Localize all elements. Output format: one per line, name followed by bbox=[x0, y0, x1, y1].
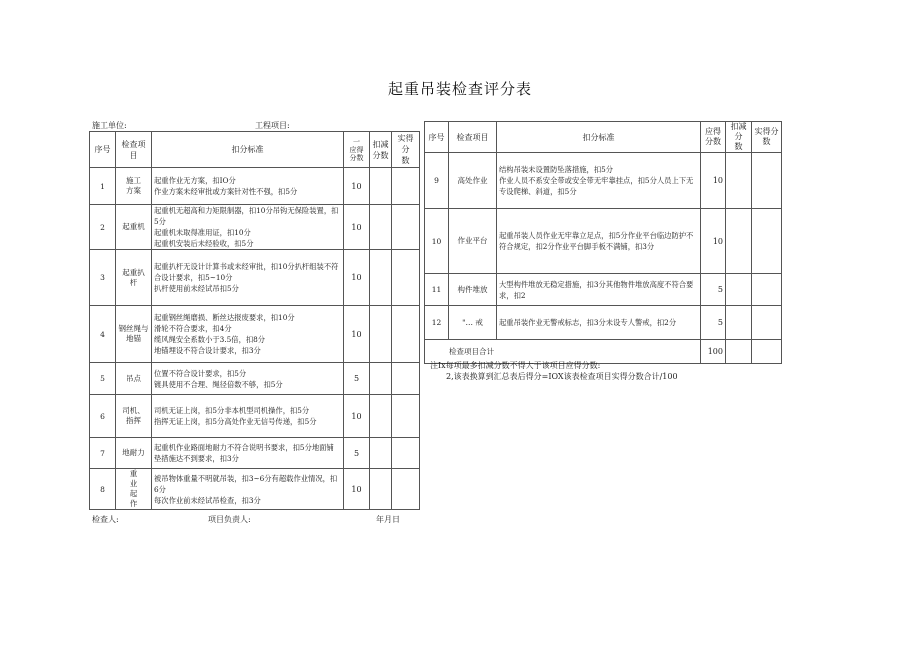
left-score-table bbox=[89, 131, 420, 510]
rule-line: 起重扒杆无设计计算书或未经审批，扣10分扒杆组装不符合设计要求，扣5~10分 bbox=[154, 262, 339, 282]
actual-score bbox=[752, 274, 782, 306]
rule-line: 司机无证上岗，扣5分非本机型司机操作，扣5分 bbox=[154, 406, 310, 415]
col-actual: 实得分 数 bbox=[392, 132, 420, 168]
check-item: 吊点 bbox=[116, 363, 152, 395]
row-number: 2 bbox=[90, 205, 116, 250]
deduction-rules bbox=[152, 363, 344, 395]
row-number: 7 bbox=[90, 438, 116, 469]
score-row bbox=[90, 395, 420, 438]
right-header-row bbox=[425, 122, 782, 153]
check-item: 钢丝绳与 地锚 bbox=[116, 306, 152, 363]
total-label: 检查项目合计 bbox=[425, 340, 701, 364]
score-row bbox=[90, 250, 420, 306]
score-row bbox=[90, 168, 420, 205]
full-score: 10 bbox=[344, 469, 370, 510]
row-number: 5 bbox=[90, 363, 116, 395]
full-score: 10 bbox=[344, 168, 370, 205]
score-row bbox=[90, 363, 420, 395]
rule-line: 被吊物体重量不明就吊装，扣3~6分有超载作业情况，扣6分 bbox=[154, 473, 338, 494]
score-row bbox=[90, 469, 420, 510]
col-rules: 扣分标准 bbox=[497, 122, 701, 153]
rule-line: 起重吊装作业无警戒标志，扣3分未设专人警戒，扣2分 bbox=[499, 318, 677, 327]
actual-score bbox=[392, 168, 420, 205]
col-score: 应得 分数 bbox=[701, 122, 726, 153]
deduction-rules bbox=[152, 250, 344, 306]
score-row bbox=[425, 274, 782, 306]
row-number: 12 bbox=[425, 306, 449, 340]
rule-line: 结构吊装未设置防坠落措施，扣5分 bbox=[499, 165, 614, 174]
rule-line: 起重机安装后未经验收，扣5分 bbox=[154, 239, 254, 248]
deduction-rules bbox=[497, 209, 701, 274]
check-item: 司机、 指挥 bbox=[116, 395, 152, 438]
check-item: 高处作业 bbox=[449, 153, 497, 209]
date-label: 年月日 bbox=[376, 515, 400, 524]
deducted-score bbox=[370, 250, 392, 306]
rule-line: 指挥无证上岗，扣5分高处作业无信号传递，扣5分 bbox=[154, 417, 317, 426]
deducted-score bbox=[370, 306, 392, 363]
deducted-score bbox=[370, 205, 392, 250]
full-score: 10 bbox=[344, 250, 370, 306]
full-score: 10 bbox=[344, 395, 370, 438]
deduction-rules bbox=[152, 469, 344, 510]
score-row bbox=[90, 205, 420, 250]
total-actual bbox=[752, 340, 782, 364]
actual-score bbox=[752, 153, 782, 209]
rule-line: 地锚埋设不符合设计要求，扣3分 bbox=[154, 346, 261, 355]
deducted-score bbox=[726, 153, 752, 209]
deduction-rules bbox=[152, 205, 344, 250]
deducted-score bbox=[370, 438, 392, 469]
full-score: 5 bbox=[701, 274, 726, 306]
col-no: 序号 bbox=[90, 132, 116, 168]
full-score: 10 bbox=[344, 205, 370, 250]
deducted-score bbox=[726, 306, 752, 340]
actual-score bbox=[392, 205, 420, 250]
score-row bbox=[90, 438, 420, 469]
note-1: 注Ix每项最多扣减分数不得大于该项目应得分数: bbox=[430, 361, 601, 370]
actual-score bbox=[392, 395, 420, 438]
check-item: 作业平台 bbox=[449, 209, 497, 274]
col-item: 检查项目 bbox=[116, 132, 152, 168]
check-item: 施工 方案 bbox=[116, 168, 152, 205]
inspector-label: 检查人: bbox=[92, 515, 119, 524]
rule-line: 作业人员不系安全带或安全带无牢靠挂点，扣5分人员上下无专设爬梯、斜道，扣5分 bbox=[499, 176, 694, 196]
row-number: 3 bbox=[90, 250, 116, 306]
rule-line: 起重钢丝绳磨损、断丝达报废要求，扣10分 bbox=[154, 313, 295, 322]
deducted-score bbox=[726, 274, 752, 306]
rule-line: 扒杆使用前未经试吊扣5分 bbox=[154, 284, 239, 293]
leader-label: 项目负责人: bbox=[208, 515, 251, 524]
row-number: 10 bbox=[425, 209, 449, 274]
col-no: 序号 bbox=[425, 122, 449, 153]
score-row bbox=[425, 209, 782, 274]
left-header-row bbox=[90, 132, 420, 168]
check-item: 起重机 bbox=[116, 205, 152, 250]
row-number: 6 bbox=[90, 395, 116, 438]
check-item: 起重扒 杆 bbox=[116, 250, 152, 306]
actual-score bbox=[392, 438, 420, 469]
deduction-rules bbox=[152, 168, 344, 205]
unit-label: 施工单位: bbox=[92, 121, 127, 130]
deducted-score bbox=[370, 168, 392, 205]
full-score: 5 bbox=[344, 438, 370, 469]
col-deduct: 扣减 分数 bbox=[370, 132, 392, 168]
page-title: 起重吊装检查评分表 bbox=[387, 80, 532, 98]
score-row bbox=[425, 153, 782, 209]
deduction-rules bbox=[152, 395, 344, 438]
actual-score bbox=[392, 469, 420, 510]
row-number: 8 bbox=[90, 469, 116, 510]
row-number: 1 bbox=[90, 168, 116, 205]
rule-line: 起重作业无方案，扣IO分 bbox=[154, 176, 236, 185]
rule-line: 起重机无超高和力矩限制器，扣10分吊钩无保险装置，扣5分 bbox=[154, 206, 339, 226]
actual-score bbox=[752, 306, 782, 340]
col-deduct: 扣减分 数 bbox=[726, 122, 752, 153]
actual-score bbox=[392, 250, 420, 306]
full-score: 10 bbox=[344, 306, 370, 363]
right-score-table bbox=[424, 121, 782, 364]
actual-score bbox=[752, 209, 782, 274]
rule-line: 镀具使用不合理、绳径倍数不够，扣5分 bbox=[154, 379, 283, 389]
col-actual: 实得分 数 bbox=[752, 122, 782, 153]
check-item: 构件堆放 bbox=[449, 274, 497, 306]
check-item: "… 戒 bbox=[449, 306, 497, 340]
full-score: 5 bbox=[344, 363, 370, 395]
score-row bbox=[425, 306, 782, 340]
full-score: 10 bbox=[701, 209, 726, 274]
row-number: 4 bbox=[90, 306, 116, 363]
full-score: 10 bbox=[701, 153, 726, 209]
total-deduct bbox=[726, 340, 752, 364]
check-item: 重 业 起 作 bbox=[116, 469, 152, 510]
rule-line: 起重机未取得准用证，扣10分 bbox=[154, 228, 251, 237]
actual-score bbox=[392, 306, 420, 363]
rule-line: 每次作业前未经试吊检查，扣3分 bbox=[154, 495, 261, 505]
row-number: 11 bbox=[425, 274, 449, 306]
full-score: 5 bbox=[701, 306, 726, 340]
rule-line: 作业方案未经审批或方案针对性不强，扣5分 bbox=[154, 187, 298, 196]
col-score: 一 应得 分数 bbox=[344, 132, 370, 168]
rule-line: 缆风绳安全系数小于3.5倍，扣8分 bbox=[154, 335, 266, 344]
deduction-rules bbox=[152, 306, 344, 363]
check-item: 地耐力 bbox=[116, 438, 152, 469]
project-label: 工程项目: bbox=[255, 121, 290, 130]
deduction-rules bbox=[497, 274, 701, 306]
total-score: 100 bbox=[701, 340, 726, 364]
col-rules: 扣分标准 bbox=[152, 132, 344, 168]
note-2: 2,该表换算到汇总表后得分=IOX该表检查项目实得分数合计/100 bbox=[446, 372, 678, 381]
rule-line: 滑轮不符合要求，扣4分 bbox=[154, 324, 232, 333]
deducted-score bbox=[370, 363, 392, 395]
rule-line: 起重吊装人员作业无牢靠立足点，扣5分作业平台临边防护不符合规定，扣2分作业平台脚手板不满铺，扣3分 bbox=[499, 231, 694, 251]
score-row bbox=[90, 306, 420, 363]
deduction-rules bbox=[497, 306, 701, 340]
col-item: 检查项目 bbox=[449, 122, 497, 153]
deducted-score bbox=[726, 209, 752, 274]
deducted-score bbox=[370, 469, 392, 510]
rule-line: 起重机作业路面地耐力不符合说明书要求，扣5分地面铺垫措施达不到要求，扣3分 bbox=[154, 443, 334, 463]
actual-score bbox=[392, 363, 420, 395]
deduction-rules bbox=[152, 438, 344, 469]
rule-line: 位置不符合设计要求，扣5分 bbox=[154, 368, 247, 378]
deduction-rules bbox=[497, 153, 701, 209]
deducted-score bbox=[370, 395, 392, 438]
row-number: 9 bbox=[425, 153, 449, 209]
rule-line: 大型构件堆放无稳定措施，扣3分其他物件堆放高度不符合要求，扣2 bbox=[499, 279, 694, 300]
